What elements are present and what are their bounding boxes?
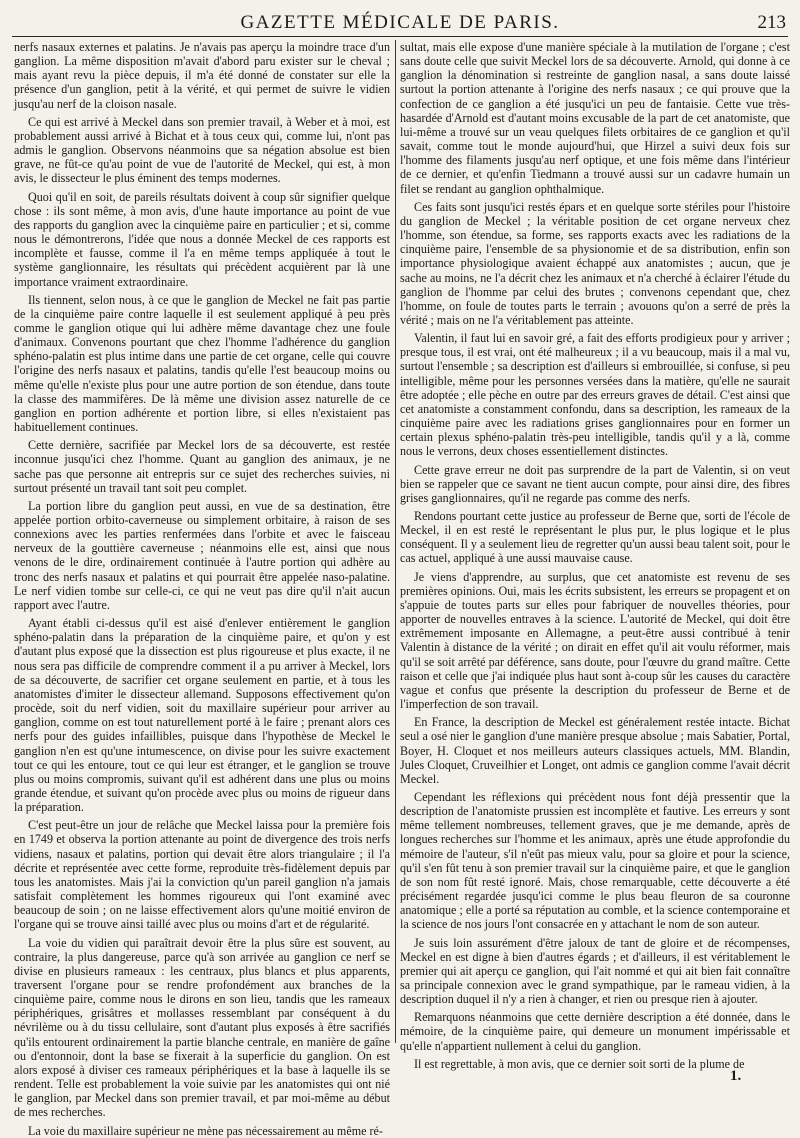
- paragraph: Il est regrettable, à mon avis, que ce dernier soit sorti de la plume de: [414, 1056, 745, 1071]
- left-column: [14, 40, 390, 1138]
- paragraph: nerfs nasaux externes et palatins. Je n'avais pas aperçu la moindre trace d'un ganglion. La même disposition m'avait d'abord paru exister sur le cheval ; mais ayant revu la pièce depuis, il m'a été donné de constater sur elle la présence d'un ganglion, petit à la vérité, et qui permet de suivre le vidien jusqu'au nerf de la cloison nasale.: [14, 40, 390, 111]
- running-title: GAZETTE MÉDICALE DE PARIS.: [240, 12, 560, 33]
- paragraph: Ils tiennent, selon nous, à ce que le ganglion de Meckel ne fait pas partie de la cinquième paire contre laquelle il est seulement appliqué à peu près comme le ganglion otique qui lui adhère même davantage chez une foule d'animaux. Convenons pourtant que chez l'homme l'adhérence du ganglion sphéno-palatin est plus intime dans une partie de cet organe, celle qui couvre l'origine des nerfs nasaux et palatins, tandis qu'elle l'est beaucoup moins ou même qu'elle n'existe plus pour une autre portion de son étendue, dans toute la classe des mammifères. De là même une division assez naturelle de ce ganglion en portion adhérente et portion libre, si elles n'existaient pas habituellement continues.: [14, 292, 390, 435]
- paragraph: Cependant les réflexions qui précèdent nous font déjà pressentir que la description de l'anatomiste prussien est incomplète et fautive. Les erreurs y sont même tellement nombreuses, tellement graves, que je me demande, après de longues recherches sur l'homme et les animaux, après une étude approfondie du mémoire de l'auteur, s'il n'eût pas mieux valu, pour sa gloire et pour la science, qu'il s'en fût tenu à son premier travail sur la cinquième paire, et que le ganglion de son nom fût resté ignoré. Mais, chose remarquable, cette découverte a été précisément regardée jusqu'ici comme le plus beau fleuron de sa couronne anatomique ; elle a porté sa réputation au comble, et la science contemporaine et la science de nos jours l'ont consacrée en y attachant le nom de son auteur.: [400, 789, 790, 932]
- paragraph: Ce qui est arrivé à Meckel dans son premier travail, à Weber et à moi, est probablement aussi arrivé à Bichat et à tous ceux qui, comme lui, n'ont pas admis le ganglion. Observons néanmoins que sa négation absolue est bien grave, ne fût-ce qu'au point de vue de l'autorité de Meckel, qui est, à mon avis, le dissecteur le plus éminent des temps modernes.: [14, 114, 390, 186]
- paragraph: C'est peut-être un jour de relâche que Meckel laissa pour la première fois en 1749 et observa la portion attenante au point de divergence des trois nerfs vidiens, nasaux et palatins, portion qui devait être alors triangulaire ; il l'a décrite et représentée avec cette forme, reproduite très-fidèlement depuis par tous les anatomistes. Mais j'ai la conviction qu'un pareil ganglion n'a jamais satisfait complètement les hommes rigoureux qui l'ont examiné avec beaucoup de soin ; on ne laisse effectivement alors qu'une moitié environ de l'organe qui se trouve ainsi taillé avec plus ou moins d'art et de régularité.: [14, 818, 390, 932]
- paragraph: sultat, mais elle expose d'une manière spéciale à la mutilation de l'organe ; c'est sans doute celle que suivit Meckel lors de sa découverte. Arnold, qui donne à ce ganglion la dénomination si restreinte de ganglion nasal, a sans doute laissé surtout la portion attenante à l'origine des nerfs nasaux ; ce qui prouve que la confection de ce ganglion a été jusqu'ici un peu de fantaisie. Cette vue très-hasardée d'Arnold est d'autant moins excusable de la part de cet anatomiste, que lui-même a trouvé sur un veau quelques filets orbitaires de ce ganglion et qu'il savait, comme tout le monde aujourd'hui, que Hirzel a suivi deux fois sur l'homme des filaments jusqu'au nerf optique, et une fois même dans l'intérieur de ce dernier, et qu'enfin Tiedmann a trouvé aussi sur un cadavre humain un filet se rendant au ganglion ophthalmique.: [400, 40, 790, 196]
- text-columns: [14, 40, 790, 1138]
- paragraph: La voie du maxillaire supérieur ne mène pas nécessairement au même ré-: [28, 1123, 383, 1138]
- paragraph: Cette dernière, sacrifiée par Meckel lors de sa découverte, est restée inconnue jusqu'ici chez l'homme. Quant au ganglion des animaux, je ne sache pas que personne ait entrepris sur ce sujet des recherches suivies, ni surtout présenté un travail tant soit peu complet.: [14, 438, 390, 495]
- paragraph: Je suis loin assurément d'être jaloux de tant de gloire et de récompenses, Meckel en est digne à bien d'autres égards ; et d'ailleurs, il est véritablement le premier qui ait aperçu ce ganglion, qui l'ait nommé et qui ait bien fait connaître sa principale connexion avec le grand sympathique, par le rameau vidien, à la description duquel il n'y a rien à changer, et rien ou presque rien à ajouter.: [400, 935, 790, 1007]
- paragraph: Cette grave erreur ne doit pas surprendre de la part de Valentin, si on veut bien se rappeler que ce savant ne tient aucun compte, pour ainsi dire, des fibres grises ganglionnaires, qu'il ne regarde pas comme des nerfs.: [400, 462, 790, 505]
- paragraph: Remarquons néanmoins que cette dernière description a été donnée, dans le mémoire, de la cinquième paire, qui demeure un monument impérissable et qu'elle n'appartient nullement à celui du ganglion.: [400, 1010, 790, 1053]
- paragraph: Rendons pourtant cette justice au professeur de Berne que, sorti de l'école de Meckel, il en est resté le représentant le plus pur, le plus logique et le plus conséquent. Il y a seulement lieu de regretter qu'un aussi beau talent soit, pour le cas actuel, appliqué à une aussi mauvaise cause.: [400, 509, 790, 566]
- page-header: [12, 10, 788, 37]
- page-number: 213: [757, 12, 786, 33]
- right-column: [400, 40, 790, 1071]
- paragraph: Je viens d'apprendre, au surplus, que cet anatomiste est revenu de ses premières opinions. Oui, mais les écrits subsistent, les erreurs se propagent et on s'appuie de toutes parts sur elles pour fabriquer de nouvelles théories, pour apporter de nouvelles entraves à la science. L'autorité de Meckel, qui doit être extrêmement imposante en Allemagne, a peut-être aussi contribué à tenir Valentin à distance de la vérité ; on dirait en effet qu'il ait voulu réformer, mais qu'il se soit arrêté par déférence, sans doute, pour l'œuvre du grand maître. Cette raison et celle que j'ai indiquée plus haut sont à-coup sûr les causes du caractère vague et confus que présente la description du professeur de Berne et de l'imperfection de son travail.: [400, 569, 790, 712]
- paragraph: Quoi qu'il en soit, de pareils résultats doivent à coup sûr signifier quelque chose : ils sont même, à mon avis, d'une haute importance au point de vue des rapports du ganglion avec la cinquième paire en particulier ; et si, comme nous le démontrerons, l'idée que nous a donnée Meckel de ces rapports est incomplète et fausse, comme il l'a en même temps appliquée à tout le système ganglionnaire, les résultats qui précèdent acquièrent par là une importance vraiment extraordinaire.: [14, 189, 390, 289]
- paragraph: La voie du vidien qui paraîtrait devoir être la plus sûre est souvent, au contraire, la plus dangereuse, parce qu'à son arrivée au ganglion ce nerf se divise en plusieurs rameaux : les centraux, plus blancs et plus apparents, traversent l'organe pour se rendre profondément aux branches de la cinquième paire, comme nous le dirons en son lieu, tandis que les rameaux périphériques, grisâtres et mollasses ressemblant par conséquent à du névrilème ou à du tissu cellulaire, sont d'autant plus exposés à être sacrifiés qu'ils entourent ordinairement la partie blanche centrale, en manière de gaîne ou d'entonnoir, dont la base se fixerait à la superficie du ganglion. On est alors exposé à diviser ces rameaux périphériques et la base à laquelle ils se rendent. Telle est probablement la voie suivie par les anatomistes qui ont nié le ganglion, par Meckel dans son premier travail, et par moi-même au début de mes recherches.: [14, 935, 390, 1120]
- paragraph: La portion libre du ganglion peut aussi, en vue de sa destination, être appelée portion orbito-caverneuse ou simplement orbitaire, à raison de ses connexions avec les parties renfermées dans l'orbite et avec le faisceau nerveux de la gouttière caverneuse ; néanmoins elle est, ainsi que nous venons de le dire, ordinairement continuée à l'autre portion qui adhère au tronc des nerfs nasaux et palatins et qui pourrait être appelée naso-palatine. Le nerf vidien tombe sur celle-ci, ce qui ne veut pas dire qu'il n'ait aucun rapport avec l'autre.: [14, 498, 390, 612]
- paragraph: Valentin, il faut lui en savoir gré, a fait des efforts prodigieux pour y arriver ; presque tous, il est vrai, ont été malheureux ; il a vu beaucoup, mais il a mal vu, surtout l'ensemble ; sa description est d'ailleurs si embrouillée, si confuse, si peu intelligible, même pour les personnes versées dans la matière, qu'elle ne saurait être adoptée ; elle pèche en outre par des erreurs graves de détail. C'est ainsi que cet anatomiste a constamment confondu, dans sa description, les rameaux de la cinquième paire avec les radiations grises ganglionnaires pour en former un certain plexus sphéno-palatin très-peu intelligible, tandis qu'il y a là, comme nous le verrons, deux choses essentiellement distinctes.: [400, 331, 790, 459]
- signature-mark: 1.: [730, 1068, 742, 1084]
- paragraph: En France, la description de Meckel est généralement restée intacte. Bichat seul a osé nier le ganglion d'une manière presque absolue ; mais Sabatier, Portal, Boyer, H. Cloquet et nos meilleurs auteurs classiques actuels, MM. Blandin, Jules Cloquet, Cruveilhier et Longet, ont admis ce ganglion comme l'avait décrit Meckel.: [400, 715, 790, 786]
- paragraph: Ayant établi ci-dessus qu'il est aisé d'enlever entièrement le ganglion sphéno-palatin dans la préparation de la cinquième paire, et qu'on y est d'autant plus exposé que la dissection est plus rigoureuse et plus exacte, il ne nous sera pas difficile de comprendre comment il a pu arriver à Meckel, lors de sa découverte, de sacrifier cet organe seulement en partie, et à tous les anatomistes d'imiter le dissecteur allemand. Supposons effectivement qu'on procède, soit du nerf vidien, soit du maxillaire supérieur pour arriver au ganglion, comme on est tout naturellement porté à le faire ; prenant alors ces nerfs pour des guides infaillibles, puisque dans l'hypothèse de Meckel le ganglion n'en est qu'une intumescence, on divise pour les suivre exactement tout ce qui les entoure, tout ce qui leur est étranger, et le ganglion se trouve plus ou moins compromis, suivant qu'il est adhérent dans une plus ou moins grande étendue, et suivant qu'on procède avec plus ou moins de rigueur dans la préparation.: [14, 616, 390, 815]
- paragraph: Ces faits sont jusqu'ici restés épars et en quelque sorte stériles pour l'histoire du ganglion de Meckel ; la véritable position de cet organe nerveux chez l'homme, son étendue, sa forme, ses rapports exacts avec les radiations de la cinquième paire, l'ensemble de sa physionomie et de sa distribution, enfin son importance physiologique avaient échappé aux anatomistes ; aucun, que je sache au moins, ne l'a décrit chez les animaux et n'a cherché à éclairer l'étude du ganglion de l'homme par celui des brutes ; convenons cependant que, chez l'homme, on foule de toutes parts le terrain ; avouons qu'on a serré de près la vérité ; mais on ne l'a véritablement pas atteinte.: [400, 199, 790, 327]
